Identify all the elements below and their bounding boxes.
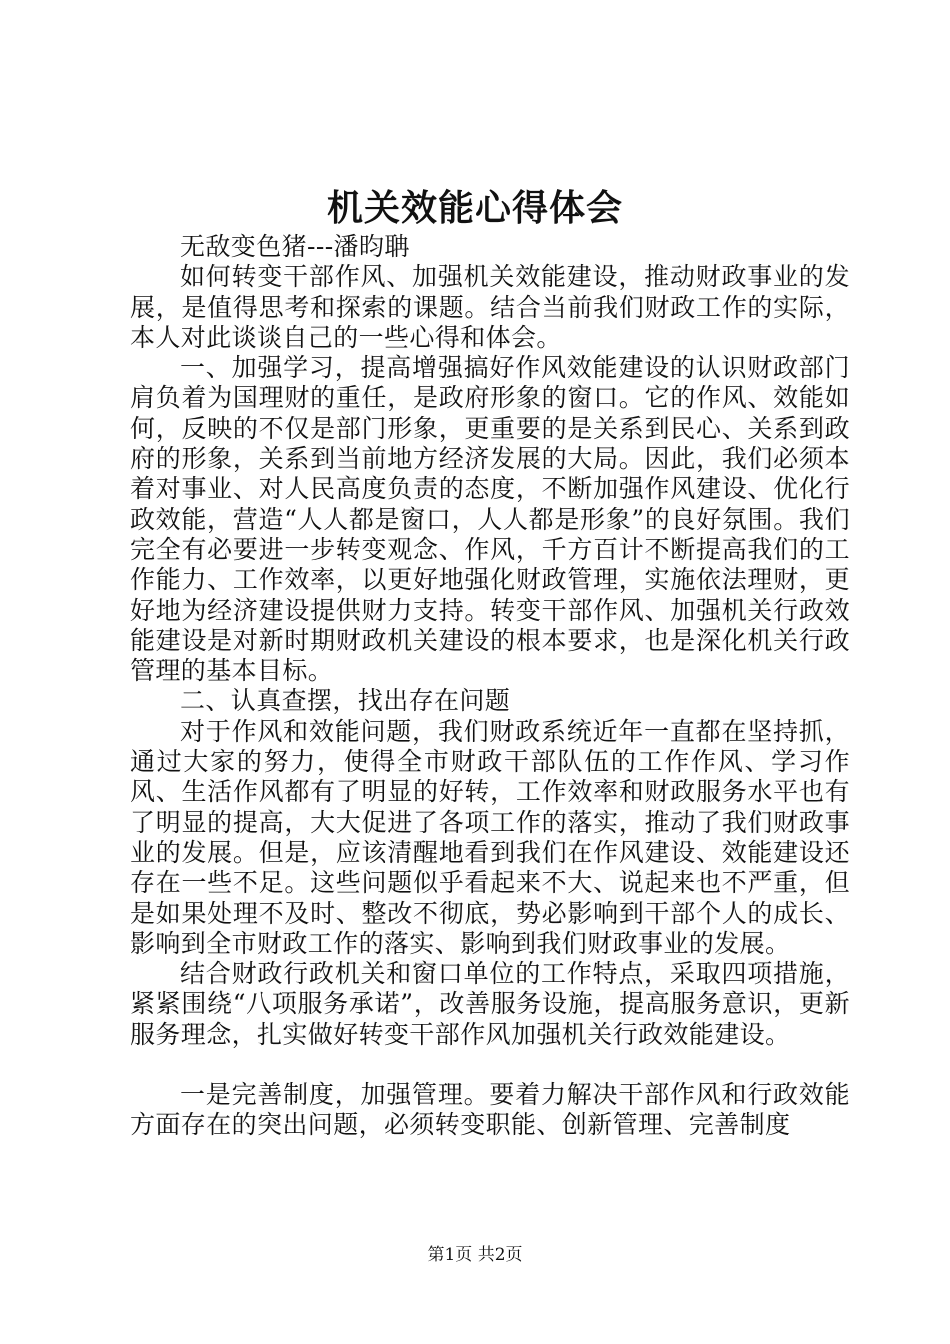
paragraph-problems: 对于作风和效能问题，我们财政系统近年一直都在坚持抓，通过大家的努力，使得全市财政干部队伍的工作作风、学习作风、生活作风都有了明显的好转，工作效率和财政服务水平也有了明显的提高，大大促进了各项工作的落实，推动了我们财政事业的发展。但是，应该清醒地看到我们在作风建设、效能建设还存在一些不足。这些问题似乎看起来不大、说起来也不严重，但是如果处理不及时、整改不彻底，势必影响到干部个人的成长、影响到全市财政工作的落实、影响到我们财政事业的发展。 [130, 716, 850, 958]
section-heading-two: 二、认真查摆，找出存在问题 [180, 686, 511, 716]
paragraph-section-one: 一、加强学习，提高增强搞好作风效能建设的认识财政部门肩负着为国理财的重任，是政府形象的窗口。它的作风、效能如何，反映的不仅是部门形象，更重要的是关系到民心、关系到政府的形象，关系到当前地方经济发展的大局。因此，我们必须本着对事业、对人民高度负责的态度，不断加强作风建设、优化行政效能，营造“人人都是窗口，人人都是形象”的良好氛围。我们完全有必要进一步转变观念、作风，千方百计不断提高我们的工作能力、工作效率，以更好地强化财政管理，实施依法理财，更好地为经济建设提供财力支持。转变干部作风、加强机关行政效能建设是对新时期财政机关建设的根本要求，也是深化机关行政管理的基本目标。 [130, 353, 850, 686]
paragraph-measures: 结合财政行政机关和窗口单位的工作特点，采取四项措施，紧紧围绕“八项服务承诺”，改善服务设施，提高服务意识，更新服务理念，扎实做好转变干部作风加强机关行政效能建设。 [130, 959, 850, 1049]
paragraph-measure-one: 一是完善制度，加强管理。要着力解决干部作风和行政效能方面存在的突出问题，必须转变职能、创新管理、完善制度 [130, 1080, 850, 1140]
paragraph-intro: 如何转变干部作风、加强机关效能建设，推动财政事业的发展，是值得思考和探索的课题。结合当前我们财政工作的实际，本人对此谈谈自己的一些心得和体会。 [130, 262, 850, 352]
document-title: 机关效能心得体会 [326, 187, 623, 229]
document-body [130, 232, 850, 1141]
author-line: 无敌变色猪---潘昀聃 [180, 232, 410, 261]
page-footer: 第1页 共2页 [427, 1245, 523, 1265]
